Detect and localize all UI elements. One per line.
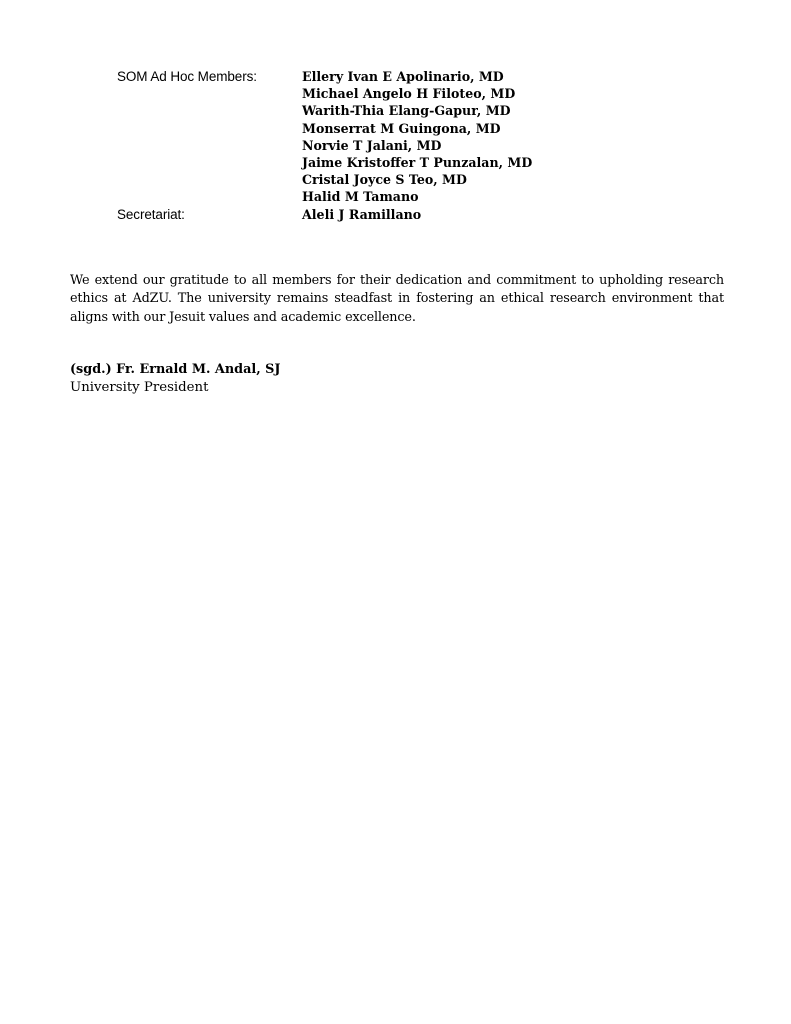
member-name: Monserrat M Guingona, MD (302, 120, 501, 136)
secretariat-names (302, 206, 677, 223)
member-name: Cristal Joyce S Teo, MD (302, 172, 467, 188)
secretariat-label: Secretariat: (117, 206, 185, 222)
ad-hoc-members-names (302, 68, 677, 206)
ad-hoc-members-group (117, 68, 677, 206)
secretariat-name: Aleli J Ramillano (302, 206, 422, 222)
secretariat-group (117, 206, 677, 223)
committee-members-list (117, 68, 677, 223)
ad-hoc-members-label: SOM Ad Hoc Members: (117, 69, 257, 84)
member-name: Norvie T Jalani, MD (302, 137, 442, 153)
member-name: Ellery Ivan E Apolinario, MD (302, 69, 504, 84)
member-name: Michael Angelo H Filoteo, MD (302, 86, 516, 102)
member-name: Halid M Tamano (302, 189, 419, 205)
signatory-name: (sgd.) Fr. Ernald M. Andal, SJ (70, 362, 281, 377)
signature-block (70, 361, 280, 396)
member-name: Warith-Thia Elang-Gapur, MD (302, 103, 511, 119)
member-name: Jaime Kristoffer T Punzalan, MD (302, 154, 533, 170)
signatory-title: University President (70, 379, 209, 395)
closing-paragraph: We extend our gratitude to all members for their dedication and commitment to upholding research ethics at AdZU. The university remains steadfast in fostering an ethical research environment that aligns with our Jesuit values and academic excellence. (70, 272, 724, 325)
